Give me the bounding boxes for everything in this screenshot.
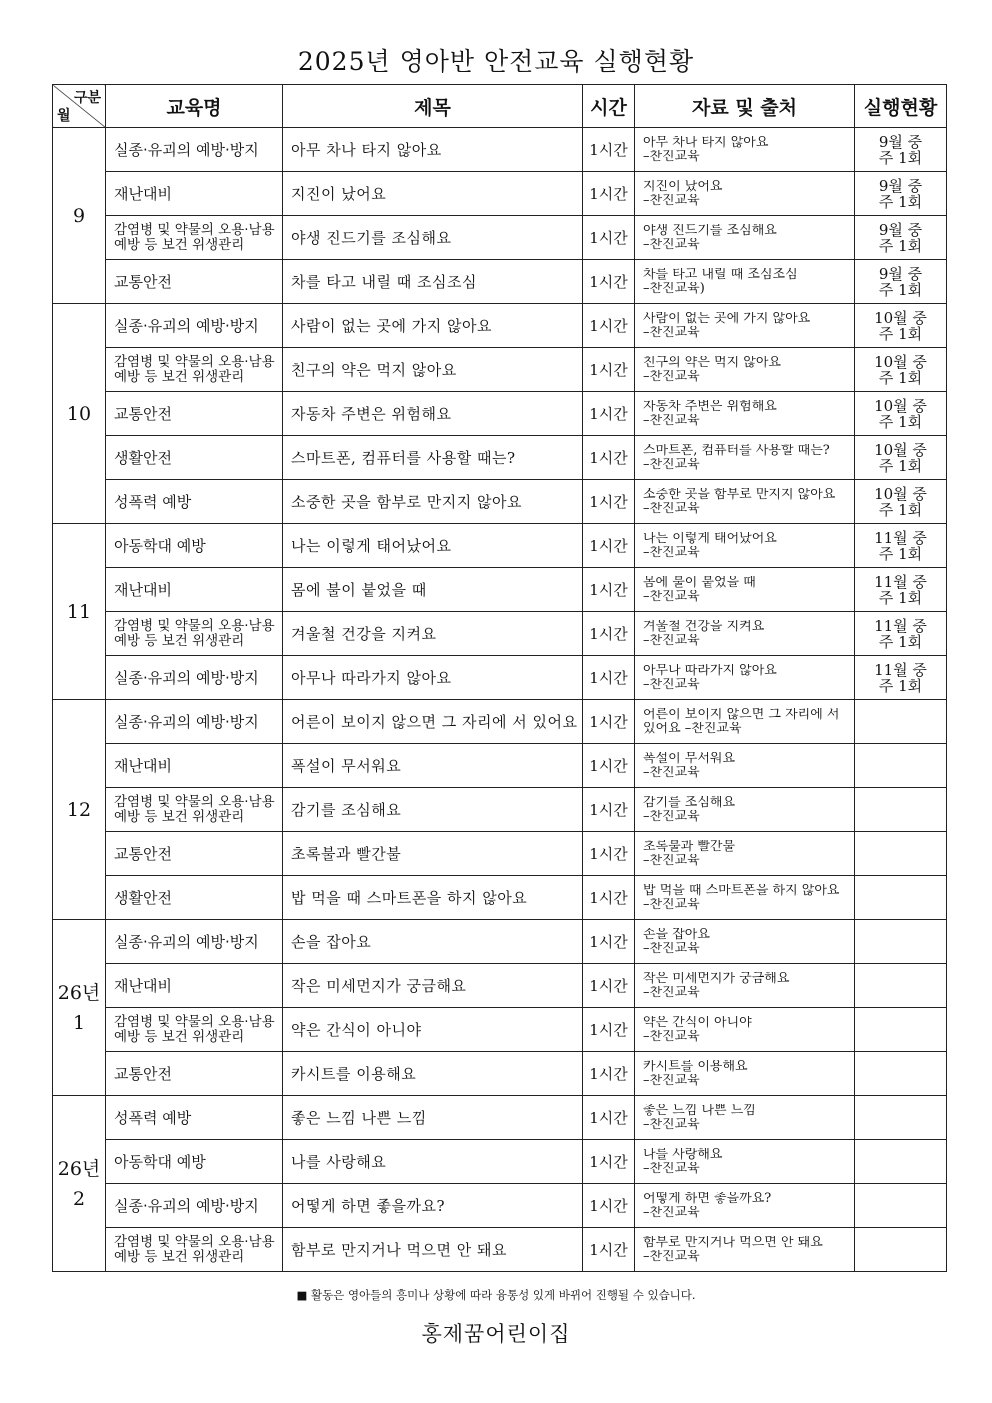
status-cell — [855, 1140, 947, 1184]
education-name-cell: 생활안전 — [106, 436, 283, 480]
status-line: 11월 중 — [874, 660, 927, 679]
status-cell — [855, 656, 947, 700]
source-line: –찬진교육 — [643, 809, 700, 824]
status-cell — [855, 436, 947, 480]
education-name-cell: 아동학대 예방 — [106, 1140, 283, 1184]
education-name-cell: 감염병 및 약물의 오용·남용 예방 등 보건 위생관리 — [106, 216, 283, 260]
education-name-cell: 감염병 및 약물의 오용·남용 예방 등 보건 위생관리 — [106, 1228, 283, 1272]
education-name-cell: 재난대비 — [106, 568, 283, 612]
status-cell — [855, 568, 947, 612]
topic-cell: 스마트폰, 컴퓨터를 사용할 때는? — [283, 436, 583, 480]
status-line: 주 1회 — [878, 148, 923, 167]
status-line: 11월 중 — [874, 528, 927, 547]
topic-cell: 지진이 났어요 — [283, 172, 583, 216]
source-line: 함부로 만지거나 먹으면 안 돼요 — [643, 1235, 823, 1250]
source-cell — [635, 744, 855, 788]
topic-cell: 함부로 만지거나 먹으면 안 돼요 — [283, 1228, 583, 1272]
month-label-line: 11 — [66, 600, 92, 623]
source-cell — [635, 832, 855, 876]
table-row — [53, 1140, 947, 1184]
source-line: 사람이 없는 곳에 가지 않아요 — [643, 311, 811, 326]
status-line: 9월 중 — [878, 220, 923, 239]
table-row — [53, 1052, 947, 1096]
source-line: –찬진교육 — [643, 1249, 700, 1264]
education-name-cell: 감염병 및 약물의 오용·남용 예방 등 보건 위생관리 — [106, 612, 283, 656]
source-cell — [635, 700, 855, 744]
source-line: 차를 타고 내릴 때 조심조심 — [643, 267, 798, 282]
time-cell: 1시간 — [583, 744, 635, 788]
source-line: –찬진교육) — [643, 281, 705, 296]
topic-cell: 소중한 곳을 함부로 만지지 않아요 — [283, 480, 583, 524]
month-label — [73, 201, 85, 231]
status-line: 10월 중 — [874, 440, 927, 459]
source-line: –찬진교육 — [643, 237, 700, 252]
topic-cell: 야생 진드기를 조심해요 — [283, 216, 583, 260]
source-line: 나는 이렇게 태어났어요 — [643, 531, 777, 546]
education-name-cell: 실종·유괴의 예방·방지 — [106, 1184, 283, 1228]
status-cell — [855, 788, 947, 832]
corner-label-month: 월 — [57, 108, 71, 124]
month-label-line: 1 — [72, 1011, 86, 1034]
status-cell — [855, 612, 947, 656]
status-line: 주 1회 — [878, 544, 923, 563]
status-line: 주 1회 — [878, 192, 923, 211]
header-status: 실행현황 — [855, 85, 947, 128]
source-line: 초록불과 빨간불 — [643, 839, 736, 854]
status-line: 주 1회 — [878, 676, 923, 695]
source-cell — [635, 480, 855, 524]
topic-cell: 나를 사랑해요 — [283, 1140, 583, 1184]
status-line: 주 1회 — [878, 324, 923, 343]
source-line: –찬진교육 — [643, 985, 700, 1000]
source-line: –찬진교육 — [643, 545, 700, 560]
month-cell — [53, 524, 106, 700]
time-cell: 1시간 — [583, 788, 635, 832]
table-row — [53, 876, 947, 920]
source-line: 감기를 조심해요 — [643, 795, 736, 810]
time-cell: 1시간 — [583, 304, 635, 348]
education-name-cell: 감염병 및 약물의 오용·남용 예방 등 보건 위생관리 — [106, 788, 283, 832]
topic-cell: 어떻게 하면 좋을까요? — [283, 1184, 583, 1228]
header-row — [53, 85, 947, 128]
status-line: 주 1회 — [878, 500, 923, 519]
source-line: 소중한 곳을 함부로 만지지 않아요 — [643, 487, 836, 502]
organization-name: 홍제꿈어린이집 — [421, 1322, 571, 1346]
month-label-line: 26년 — [57, 981, 101, 1004]
table-row — [53, 128, 947, 172]
table-row — [53, 216, 947, 260]
table-row — [53, 1228, 947, 1272]
time-cell: 1시간 — [583, 568, 635, 612]
header-edu: 교육명 — [106, 85, 283, 128]
source-cell — [635, 964, 855, 1008]
source-line: –찬진교육 — [643, 633, 700, 648]
topic-cell: 폭설이 무서워요 — [283, 744, 583, 788]
source-cell — [635, 348, 855, 392]
source-cell — [635, 172, 855, 216]
month-label — [67, 795, 91, 825]
status-cell — [855, 348, 947, 392]
topic-cell: 어른이 보이지 않으면 그 자리에 서 있어요 — [283, 700, 583, 744]
time-cell: 1시간 — [583, 1096, 635, 1140]
month-cell — [53, 304, 106, 524]
source-line: 작은 미세먼지가 궁금해요 — [643, 971, 790, 986]
status-cell — [855, 524, 947, 568]
source-line: 야생 진드기를 조심해요 — [643, 223, 777, 238]
table-row — [53, 964, 947, 1008]
status-cell — [855, 260, 947, 304]
status-line: 주 1회 — [878, 412, 923, 431]
source-cell — [635, 304, 855, 348]
time-cell: 1시간 — [583, 128, 635, 172]
education-name-cell: 교통안전 — [106, 832, 283, 876]
time-cell: 1시간 — [583, 348, 635, 392]
corner-header-cell — [53, 85, 106, 128]
time-cell: 1시간 — [583, 832, 635, 876]
month-label-line: 9 — [72, 204, 86, 227]
topic-cell: 아무나 따라가지 않아요 — [283, 656, 583, 700]
education-name-cell: 성폭력 예방 — [106, 1096, 283, 1140]
education-name-cell: 감염병 및 약물의 오용·남용 예방 등 보건 위생관리 — [106, 348, 283, 392]
header-time: 시간 — [583, 85, 635, 128]
status-cell — [855, 392, 947, 436]
status-line: 9월 중 — [878, 132, 923, 151]
topic-cell: 손을 잡아요 — [283, 920, 583, 964]
table-row — [53, 436, 947, 480]
topic-cell: 카시트를 이용해요 — [283, 1052, 583, 1096]
source-line: –찬진교육 — [643, 765, 700, 780]
source-cell — [635, 1184, 855, 1228]
topic-cell: 겨울철 건강을 지켜요 — [283, 612, 583, 656]
status-line: 주 1회 — [878, 236, 923, 255]
source-line: –찬진교육 — [643, 897, 700, 912]
schedule-table — [52, 84, 947, 1272]
month-label-line: 2 — [72, 1187, 86, 1210]
status-line: 주 1회 — [878, 280, 923, 299]
time-cell: 1시간 — [583, 480, 635, 524]
time-cell: 1시간 — [583, 876, 635, 920]
status-cell — [855, 744, 947, 788]
source-line: –찬진교육 — [643, 1029, 700, 1044]
status-line: 11월 중 — [874, 572, 927, 591]
time-cell: 1시간 — [583, 700, 635, 744]
status-line: 10월 중 — [874, 352, 927, 371]
education-name-cell: 재난대비 — [106, 964, 283, 1008]
status-cell — [855, 480, 947, 524]
topic-cell: 아무 차나 타지 않아요 — [283, 128, 583, 172]
source-line: –찬진교육 — [643, 589, 700, 604]
source-line: 폭설이 무서워요 — [643, 751, 736, 766]
status-cell — [855, 1184, 947, 1228]
time-cell: 1시간 — [583, 216, 635, 260]
time-cell: 1시간 — [583, 612, 635, 656]
schedule-body — [53, 128, 947, 1272]
month-cell — [53, 128, 106, 304]
month-label-line: 26년 — [57, 1157, 101, 1180]
table-row — [53, 304, 947, 348]
status-line: 11월 중 — [874, 616, 927, 635]
source-line: –찬진교육 — [643, 677, 700, 692]
education-name-cell: 아동학대 예방 — [106, 524, 283, 568]
education-name-cell: 생활안전 — [106, 876, 283, 920]
table-row — [53, 788, 947, 832]
source-cell — [635, 128, 855, 172]
source-line: –찬진교육 — [643, 1161, 700, 1176]
education-name-cell: 실종·유괴의 예방·방지 — [106, 128, 283, 172]
status-cell — [855, 700, 947, 744]
source-cell — [635, 1140, 855, 1184]
header-topic: 제목 — [283, 85, 583, 128]
status-line: 9월 중 — [878, 176, 923, 195]
topic-cell: 작은 미세먼지가 궁금해요 — [283, 964, 583, 1008]
education-name-cell: 실종·유괴의 예방·방지 — [106, 656, 283, 700]
page-title: 2025년 영아반 안전교육 실행현황 — [297, 47, 695, 76]
topic-cell: 약은 간식이 아니야 — [283, 1008, 583, 1052]
time-cell: 1시간 — [583, 524, 635, 568]
source-line: –찬진교육 — [643, 413, 700, 428]
table-row — [53, 392, 947, 436]
time-cell: 1시간 — [583, 964, 635, 1008]
source-line: 몸에 불이 붙었을 때 — [643, 575, 756, 590]
source-cell — [635, 524, 855, 568]
table-row — [53, 480, 947, 524]
source-line: 아무나 따라가지 않아요 — [643, 663, 777, 678]
source-line: 카시트를 이용해요 — [643, 1059, 748, 1074]
month-label-line: 10 — [66, 402, 92, 425]
source-line: 나를 사랑해요 — [643, 1147, 723, 1162]
topic-cell: 몸에 불이 붙었을 때 — [283, 568, 583, 612]
source-line: –찬진교육 — [643, 501, 700, 516]
status-line: 10월 중 — [874, 308, 927, 327]
education-name-cell: 실종·유괴의 예방·방지 — [106, 304, 283, 348]
time-cell: 1시간 — [583, 1140, 635, 1184]
topic-cell: 좋은 느낌 나쁜 느낌 — [283, 1096, 583, 1140]
source-line: 손을 잡아요 — [643, 927, 710, 942]
table-row — [53, 656, 947, 700]
education-name-cell: 교통안전 — [106, 392, 283, 436]
status-line: 9월 중 — [878, 264, 923, 283]
month-cell — [53, 1096, 106, 1272]
table-row — [53, 1008, 947, 1052]
time-cell: 1시간 — [583, 920, 635, 964]
topic-cell: 자동차 주변은 위험해요 — [283, 392, 583, 436]
topic-cell: 나는 이렇게 태어났어요 — [283, 524, 583, 568]
status-cell — [855, 1008, 947, 1052]
status-line: 주 1회 — [878, 588, 923, 607]
education-name-cell: 교통안전 — [106, 1052, 283, 1096]
status-cell — [855, 876, 947, 920]
source-cell — [635, 876, 855, 920]
table-row — [53, 568, 947, 612]
status-line: 10월 중 — [874, 484, 927, 503]
source-cell — [635, 656, 855, 700]
month-label — [67, 597, 91, 627]
time-cell: 1시간 — [583, 656, 635, 700]
status-line: 주 1회 — [878, 456, 923, 475]
time-cell: 1시간 — [583, 1008, 635, 1052]
source-line: 어른이 보이지 않으면 그 자리에 서 — [643, 707, 840, 722]
status-line: 주 1회 — [878, 368, 923, 387]
source-cell — [635, 1008, 855, 1052]
month-label — [67, 399, 91, 429]
status-cell — [855, 172, 947, 216]
education-name-cell: 감염병 및 약물의 오용·남용 예방 등 보건 위생관리 — [106, 1008, 283, 1052]
status-cell — [855, 128, 947, 172]
source-line: 친구의 약은 먹지 않아요 — [643, 355, 781, 370]
table-row — [53, 920, 947, 964]
source-line: 약은 간식이 아니야 — [643, 1015, 752, 1030]
source-line: 좋은 느낌 나쁜 느낌 — [643, 1103, 756, 1118]
source-cell — [635, 1052, 855, 1096]
source-cell — [635, 612, 855, 656]
topic-cell: 차를 타고 내릴 때 조심조심 — [283, 260, 583, 304]
table-row — [53, 260, 947, 304]
source-line: –찬진교육 — [643, 149, 700, 164]
source-line: 자동차 주변은 위험해요 — [643, 399, 777, 414]
month-cell — [53, 920, 106, 1096]
header-source: 자료 및 출처 — [635, 85, 855, 128]
source-line: 어떻게 하면 좋을까요? — [643, 1191, 772, 1206]
corner-label-category: 구분 — [73, 90, 101, 106]
status-cell — [855, 832, 947, 876]
source-line: –찬진교육 — [643, 369, 700, 384]
month-label — [58, 1154, 101, 1214]
source-cell — [635, 260, 855, 304]
status-line: 주 1회 — [878, 632, 923, 651]
source-cell — [635, 788, 855, 832]
source-cell — [635, 1096, 855, 1140]
source-cell — [635, 436, 855, 480]
source-line: 지진이 났어요 — [643, 179, 723, 194]
source-line: 아무 차나 타지 않아요 — [643, 135, 769, 150]
topic-cell: 사람이 없는 곳에 가지 않아요 — [283, 304, 583, 348]
source-line: 겨울철 건강을 지켜요 — [643, 619, 765, 634]
education-name-cell: 성폭력 예방 — [106, 480, 283, 524]
source-line: –찬진교육 — [643, 1205, 700, 1220]
status-cell — [855, 1096, 947, 1140]
status-cell — [855, 216, 947, 260]
table-row — [53, 832, 947, 876]
source-line: –찬진교육 — [643, 193, 700, 208]
table-row — [53, 172, 947, 216]
time-cell: 1시간 — [583, 1052, 635, 1096]
source-cell — [635, 920, 855, 964]
time-cell: 1시간 — [583, 172, 635, 216]
source-line: 스마트폰, 컴퓨터를 사용할 때는? — [643, 443, 830, 458]
education-name-cell: 재난대비 — [106, 172, 283, 216]
table-row — [53, 700, 947, 744]
source-line: –찬진교육 — [643, 941, 700, 956]
source-cell — [635, 216, 855, 260]
source-line: –찬진교육 — [643, 457, 700, 472]
month-cell — [53, 700, 106, 920]
footnote: ■ 활동은 영아들의 흥미나 상황에 따라 융통성 있게 바뀌어 진행될 수 있습니다. — [296, 1288, 696, 1302]
time-cell: 1시간 — [583, 436, 635, 480]
education-name-cell: 실종·유괴의 예방·방지 — [106, 920, 283, 964]
table-row — [53, 744, 947, 788]
status-cell — [855, 304, 947, 348]
education-name-cell: 교통안전 — [106, 260, 283, 304]
education-name-cell: 재난대비 — [106, 744, 283, 788]
topic-cell: 감기를 조심해요 — [283, 788, 583, 832]
source-line: –찬진교육 — [643, 1117, 700, 1132]
source-line: –찬진교육 — [643, 325, 700, 340]
source-line: –찬진교육 — [643, 853, 700, 868]
education-name-cell: 실종·유괴의 예방·방지 — [106, 700, 283, 744]
table-row — [53, 1096, 947, 1140]
source-cell — [635, 568, 855, 612]
source-cell — [635, 392, 855, 436]
table-row — [53, 612, 947, 656]
status-cell — [855, 1052, 947, 1096]
status-cell — [855, 1228, 947, 1272]
status-cell — [855, 964, 947, 1008]
topic-cell: 초록불과 빨간불 — [283, 832, 583, 876]
topic-cell: 친구의 약은 먹지 않아요 — [283, 348, 583, 392]
source-line: –찬진교육 — [643, 1073, 700, 1088]
status-cell — [855, 920, 947, 964]
topic-cell: 밥 먹을 때 스마트폰을 하지 않아요 — [283, 876, 583, 920]
month-label-line: 12 — [66, 798, 92, 821]
source-cell — [635, 1228, 855, 1272]
time-cell: 1시간 — [583, 1184, 635, 1228]
time-cell: 1시간 — [583, 392, 635, 436]
month-label — [58, 978, 101, 1038]
source-line: 밥 먹을 때 스마트폰을 하지 않아요 — [643, 883, 840, 898]
table-row — [53, 524, 947, 568]
time-cell: 1시간 — [583, 260, 635, 304]
time-cell: 1시간 — [583, 1228, 635, 1272]
source-line: 있어요 –찬진교육 — [643, 721, 742, 736]
table-row — [53, 1184, 947, 1228]
status-line: 10월 중 — [874, 396, 927, 415]
table-row — [53, 348, 947, 392]
